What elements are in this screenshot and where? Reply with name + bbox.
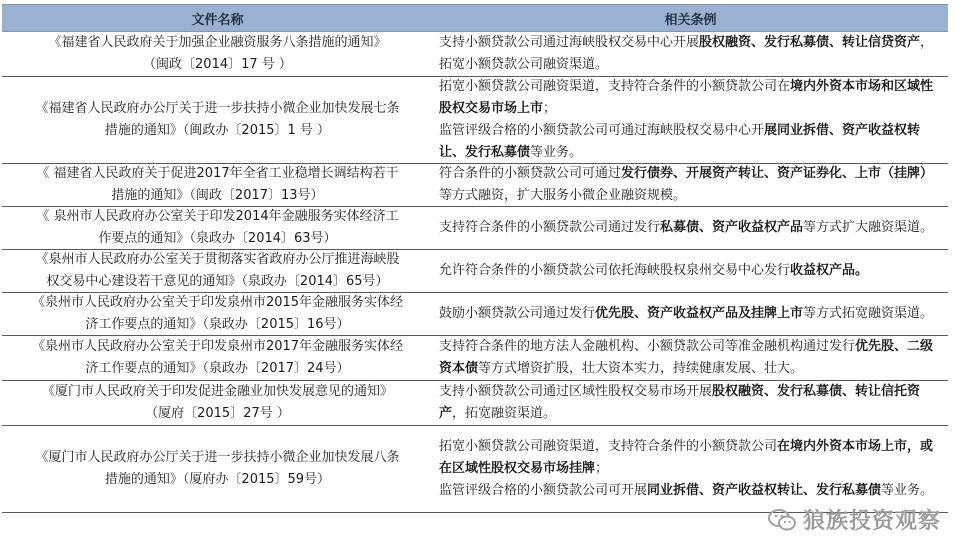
file-name-line: 《 福建省人民政府关于促进2017年全省工业稳增长调结构若干 bbox=[36, 166, 399, 181]
clause-segment: 监管评级合格的小额贷款公司可通过海峡股权交易中心开 bbox=[439, 123, 765, 138]
clause-segment: 支持符合条件的地方法人金融机构、小额贷款公司等准金融机构通过发行 bbox=[439, 339, 856, 354]
clause-segment: 拓宽小额贷款公司融资渠道，支持符合条件的小额贷款公司在 bbox=[439, 79, 791, 94]
clause-paragraph bbox=[439, 260, 944, 282]
file-name-cell bbox=[2, 381, 433, 425]
clause-bold-segment: 发行债券、开展资产转让、资产证券化、上市（挂牌） bbox=[621, 166, 934, 181]
clause-segment: 等方式融资，扩大服务小微企业融资规模。 bbox=[439, 188, 687, 203]
table-body bbox=[2, 32, 948, 513]
watermark-text: 狼族投资观察 bbox=[802, 509, 941, 534]
table-row bbox=[2, 381, 948, 426]
header-file-name: 文件名称 bbox=[191, 12, 244, 28]
clause-cell bbox=[433, 426, 948, 512]
clause-paragraph bbox=[439, 76, 944, 120]
file-name-text bbox=[35, 98, 399, 142]
table-row bbox=[2, 250, 948, 293]
clause-text bbox=[439, 381, 944, 425]
file-name-line: （厦府〔2015〕27号 ） bbox=[145, 406, 290, 421]
clause-text bbox=[439, 217, 944, 239]
file-name-cell bbox=[2, 336, 433, 380]
clause-bold-segment: 境内外资本市场和区域性股权交易市场上市 bbox=[439, 79, 934, 116]
clause-cell bbox=[433, 293, 948, 335]
table-row bbox=[2, 164, 948, 207]
file-name-cell bbox=[2, 426, 433, 512]
clause-cell bbox=[433, 250, 948, 292]
file-name-line: 权交易中心建设若干意见的通知》（泉政办〔2014〕65号） bbox=[46, 274, 389, 289]
wechat-icon bbox=[767, 507, 797, 533]
clause-bold-segment: 在境内外资本市场上市，或在区域性股权交易市场挂牌 bbox=[439, 439, 934, 476]
file-name-line: 《福建省人民政府关于加强企业融资服务八条措施的通知》 bbox=[48, 35, 387, 50]
clause-segment: 鼓励小额贷款公司通过发行 bbox=[439, 306, 596, 321]
clause-bold-segment: 展同业拆借、资产收益权转让、发行私募债 bbox=[439, 123, 921, 160]
clause-text bbox=[439, 436, 944, 502]
table-row bbox=[2, 293, 948, 336]
file-name-text bbox=[32, 292, 403, 336]
file-name-line: （闽政〔2014〕17 号 ） bbox=[143, 57, 292, 72]
file-name-cell bbox=[2, 77, 433, 163]
file-name-line: 《泉州市人民政府办公室关于贯彻落实省政府办公厅推进海峡股 bbox=[35, 252, 400, 267]
clause-text bbox=[439, 336, 944, 380]
file-name-text bbox=[36, 163, 398, 207]
clause-bold-segment: 同业拆借、资产收益权转让、发行私募债 bbox=[647, 483, 882, 498]
clause-segment: ； bbox=[543, 101, 557, 116]
clause-segment: 符合条件的小额贷款公司可通过 bbox=[439, 166, 622, 181]
table-row bbox=[2, 426, 948, 513]
clause-paragraph bbox=[439, 217, 944, 239]
clause-bold-segment: 私募债、资产收益权产品 bbox=[660, 220, 804, 235]
file-name-text bbox=[32, 336, 403, 380]
clause-segment: 支持小额贷款公司通过海峡股权交易中心开展 bbox=[439, 35, 700, 50]
clause-segment: 允许符合条件的小额贷款公司依托海峡股权泉州交易中心发行 bbox=[439, 263, 791, 278]
clause-segment: ，拓宽融资渠道。 bbox=[452, 406, 557, 421]
clause-segment: ，拓宽小额贷款公司融资渠道。 bbox=[439, 35, 934, 72]
file-name-cell bbox=[2, 207, 433, 249]
clause-cell bbox=[433, 336, 948, 380]
clause-text bbox=[439, 260, 944, 282]
file-name-text bbox=[35, 249, 399, 293]
clause-text bbox=[439, 303, 944, 325]
clause-text bbox=[439, 32, 944, 76]
clause-segment: 监管评级合格的小额贷款公司可开展 bbox=[439, 483, 648, 498]
file-name-cell bbox=[2, 250, 433, 292]
clause-paragraph bbox=[439, 336, 944, 380]
clause-paragraph bbox=[439, 303, 944, 325]
file-name-text bbox=[48, 32, 386, 76]
file-name-line: 措施的通知》（闽政办〔2015〕1 号 ） bbox=[104, 123, 331, 138]
clause-cell bbox=[433, 381, 948, 425]
clause-segment: 等方式拓宽融资渠道。 bbox=[803, 306, 934, 321]
file-name-line: 《厦门市人民政府关于印发促进金融业加快发展意见的通知》 bbox=[41, 384, 393, 399]
table-row bbox=[2, 336, 948, 381]
clause-segment: 等方式增资扩股，壮大资本实力，持续健康发展、壮大。 bbox=[478, 361, 804, 376]
file-name-line: 《 泉州市人民政府办公室关于印发2014年金融服务实体经济工 bbox=[36, 209, 399, 224]
policy-table bbox=[2, 4, 948, 513]
clause-segment: 等方式扩大融资渠道。 bbox=[803, 220, 934, 235]
clause-segment: 支持小额贷款公司通过区域性股权交易市场开展 bbox=[439, 384, 713, 399]
clause-text bbox=[439, 163, 944, 207]
clause-paragraph bbox=[439, 436, 944, 480]
clause-cell bbox=[433, 164, 948, 206]
clause-paragraph bbox=[439, 120, 944, 164]
clause-paragraph bbox=[439, 480, 944, 502]
clause-segment: 等业务。 bbox=[881, 483, 934, 498]
clause-segment: ； bbox=[595, 461, 609, 476]
clause-bold-segment: 股权融资、发行私募债、转让信贷资产 bbox=[699, 35, 921, 50]
file-name-cell bbox=[2, 32, 433, 76]
table-row bbox=[2, 207, 948, 250]
clause-bold-segment: 优先股、资产收益权产品及挂牌上市 bbox=[595, 306, 804, 321]
file-name-text bbox=[42, 381, 393, 425]
watermark bbox=[767, 504, 941, 535]
table-row bbox=[2, 32, 948, 77]
file-name-line: 《厦门市人民政府办公厅关于进一步扶持小微企业加快发展八条 bbox=[35, 450, 400, 465]
file-name-line: 作要点的通知》（泉政办〔2014〕63号） bbox=[98, 231, 337, 246]
clause-segment: 等业务。 bbox=[530, 145, 583, 160]
file-name-line: 《泉州市人民政府办公室关于印发泉州市2015年金融服务实体经 bbox=[31, 295, 404, 310]
file-name-line: 《泉州市人民政府办公室关于印发泉州市2017年金融服务实体经 bbox=[31, 339, 404, 354]
clause-bold-segment: 收益权产品。 bbox=[790, 263, 869, 278]
clause-cell bbox=[433, 32, 948, 76]
file-name-line: 济工作要点的通知》（泉政办〔2017〕24号） bbox=[85, 361, 350, 376]
header-related-clauses: 相关条例 bbox=[664, 12, 717, 28]
table-row bbox=[2, 77, 948, 164]
file-name-line: 措施的通知》（闽政〔2017〕13号） bbox=[111, 188, 324, 203]
clause-text bbox=[439, 76, 944, 164]
clause-bold-segment: 股权融资、发行私募债、转让信托资产 bbox=[439, 384, 921, 421]
clause-segment: 拓宽小额贷款公司融资渠道，支持符合条件的小额贷款公司 bbox=[439, 439, 778, 454]
clause-segment: 支持符合条件的小额贷款公司通过发行 bbox=[439, 220, 661, 235]
table-header bbox=[2, 4, 948, 32]
clause-paragraph bbox=[439, 32, 944, 76]
clause-cell bbox=[433, 77, 948, 163]
file-name-text bbox=[35, 447, 399, 491]
file-name-line: 《福建省人民政府办公厅关于进一步扶持小微企业加快发展七条 bbox=[35, 101, 400, 116]
clause-paragraph bbox=[439, 163, 944, 207]
clause-bold-segment: 优先股、二级资本债 bbox=[439, 339, 934, 376]
file-name-text bbox=[36, 206, 398, 250]
clause-paragraph bbox=[439, 381, 944, 425]
file-name-cell bbox=[2, 164, 433, 206]
file-name-cell bbox=[2, 293, 433, 335]
file-name-line: 措施的通知》（厦府办〔2015〕59号） bbox=[104, 472, 331, 487]
file-name-line: 济工作要点的通知》（泉政办〔2015〕16号） bbox=[85, 317, 350, 332]
clause-cell bbox=[433, 207, 948, 249]
